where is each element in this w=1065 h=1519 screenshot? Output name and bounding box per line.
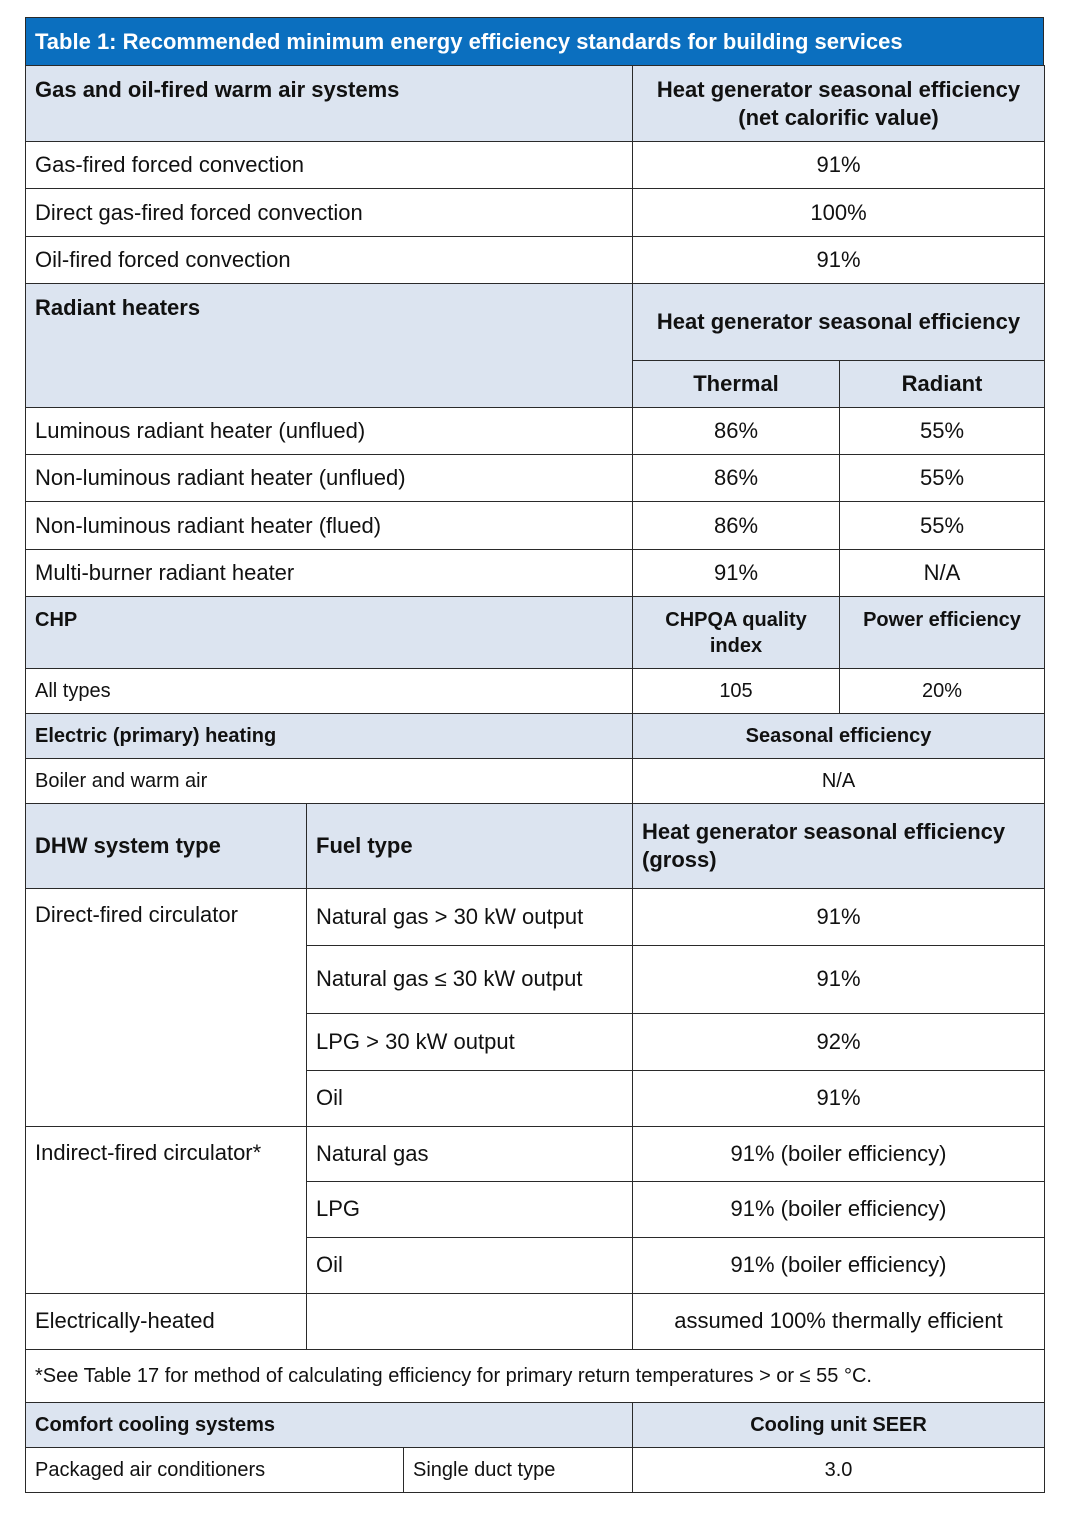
table-row xyxy=(26,142,1045,189)
radiant-col-header: Heat generator seasonal efficiency xyxy=(633,284,1045,361)
table-title: Table 1: Recommended minimum energy efficiency standards for building services xyxy=(25,17,1044,65)
fuel-type: Oil xyxy=(307,1237,633,1293)
table-row xyxy=(26,888,1045,945)
row-value: 92% xyxy=(633,1013,1045,1070)
table-row xyxy=(26,237,1045,284)
table-row xyxy=(26,669,1045,714)
fuel-type: Natural gas > 30 kW output xyxy=(307,888,633,945)
direct-fired-label: Direct-fired circulator xyxy=(26,888,307,1126)
table-row xyxy=(26,1448,1045,1493)
table-row xyxy=(26,455,1045,502)
fuel-type xyxy=(307,1293,633,1349)
dhw-table xyxy=(25,804,1045,1403)
electrically-heated-label: Electrically-heated xyxy=(26,1293,307,1349)
dhw-efficiency-header: Heat generator seasonal efficiency (gross) xyxy=(633,804,1045,888)
heating-table xyxy=(25,65,1045,804)
radiant-value: N/A xyxy=(840,550,1045,597)
row-value: N/A xyxy=(633,759,1045,804)
warm-air-header-row xyxy=(26,66,1045,142)
electric-header-row xyxy=(26,714,1045,759)
cooling-header-row xyxy=(26,1403,1045,1448)
dhw-header-row xyxy=(26,804,1045,888)
thermal-value: 86% xyxy=(633,455,840,502)
fuel-type: LPG xyxy=(307,1181,633,1237)
radiant-header: Radiant xyxy=(840,361,1045,408)
thermal-value: 91% xyxy=(633,550,840,597)
fuel-type: LPG > 30 kW output xyxy=(307,1013,633,1070)
row-type: Single duct type xyxy=(404,1448,633,1493)
electric-heading: Electric (primary) heating xyxy=(26,714,633,759)
indirect-fired-label: Indirect-fired circulator* xyxy=(26,1126,307,1293)
dhw-fuel-header: Fuel type xyxy=(307,804,633,888)
table-row xyxy=(26,550,1045,597)
table-row xyxy=(26,1126,1045,1181)
table-row xyxy=(26,502,1045,550)
row-label: Boiler and warm air xyxy=(26,759,633,804)
footnote: *See Table 17 for method of calculating efficiency for primary return temperatures > or ≤ 55 °C. xyxy=(26,1349,1045,1402)
chp-quality-header: CHPQA quality index xyxy=(633,597,840,669)
row-label: All types xyxy=(26,669,633,714)
chp-heading: CHP xyxy=(26,597,633,669)
row-value: 3.0 xyxy=(633,1448,1045,1493)
row-value: 91% xyxy=(633,945,1045,1013)
radiant-header-row xyxy=(26,284,1045,361)
row-label: Luminous radiant heater (unflued) xyxy=(26,408,633,455)
table-row xyxy=(26,189,1045,237)
row-label: Gas-fired forced convection xyxy=(26,142,633,189)
row-value: 91% (boiler efficiency) xyxy=(633,1237,1045,1293)
chp-header-row xyxy=(26,597,1045,669)
footnote-row xyxy=(26,1349,1045,1402)
table-row xyxy=(26,759,1045,804)
table-row xyxy=(26,1293,1045,1349)
row-value: 91% xyxy=(633,888,1045,945)
row-label: Non-luminous radiant heater (flued) xyxy=(26,502,633,550)
row-label: Non-luminous radiant heater (unflued) xyxy=(26,455,633,502)
electric-col-header: Seasonal efficiency xyxy=(633,714,1045,759)
row-value: 91% (boiler efficiency) xyxy=(633,1126,1045,1181)
thermal-value: 86% xyxy=(633,408,840,455)
cooling-heading: Comfort cooling systems xyxy=(26,1403,633,1448)
fuel-type: Oil xyxy=(307,1070,633,1126)
fuel-type: Natural gas ≤ 30 kW output xyxy=(307,945,633,1013)
row-label: Multi-burner radiant heater xyxy=(26,550,633,597)
row-value: 91% xyxy=(633,237,1045,284)
warm-air-heading: Gas and oil-fired warm air systems xyxy=(26,66,633,142)
cooling-table xyxy=(25,1403,1045,1494)
thermal-header: Thermal xyxy=(633,361,840,408)
radiant-heading: Radiant heaters xyxy=(26,284,633,408)
radiant-value: 55% xyxy=(840,502,1045,550)
row-value: 91% xyxy=(633,142,1045,189)
row-value: 100% xyxy=(633,189,1045,237)
row-value: 91% xyxy=(633,1070,1045,1126)
chp-power-value: 20% xyxy=(840,669,1045,714)
thermal-value: 86% xyxy=(633,502,840,550)
efficiency-table xyxy=(25,17,1044,1493)
row-value: assumed 100% thermally efficient xyxy=(633,1293,1045,1349)
fuel-type: Natural gas xyxy=(307,1126,633,1181)
table-row xyxy=(26,408,1045,455)
radiant-value: 55% xyxy=(840,455,1045,502)
dhw-system-header: DHW system type xyxy=(26,804,307,888)
row-label: Packaged air conditioners xyxy=(26,1448,404,1493)
chp-quality-value: 105 xyxy=(633,669,840,714)
chp-power-header: Power efficiency xyxy=(840,597,1045,669)
row-label: Direct gas-fired forced convection xyxy=(26,189,633,237)
radiant-value: 55% xyxy=(840,408,1045,455)
warm-air-col-header: Heat generator seasonal efficiency (net calorific value) xyxy=(633,66,1045,142)
row-value: 91% (boiler efficiency) xyxy=(633,1181,1045,1237)
cooling-col-header: Cooling unit SEER xyxy=(633,1403,1045,1448)
row-label: Oil-fired forced convection xyxy=(26,237,633,284)
